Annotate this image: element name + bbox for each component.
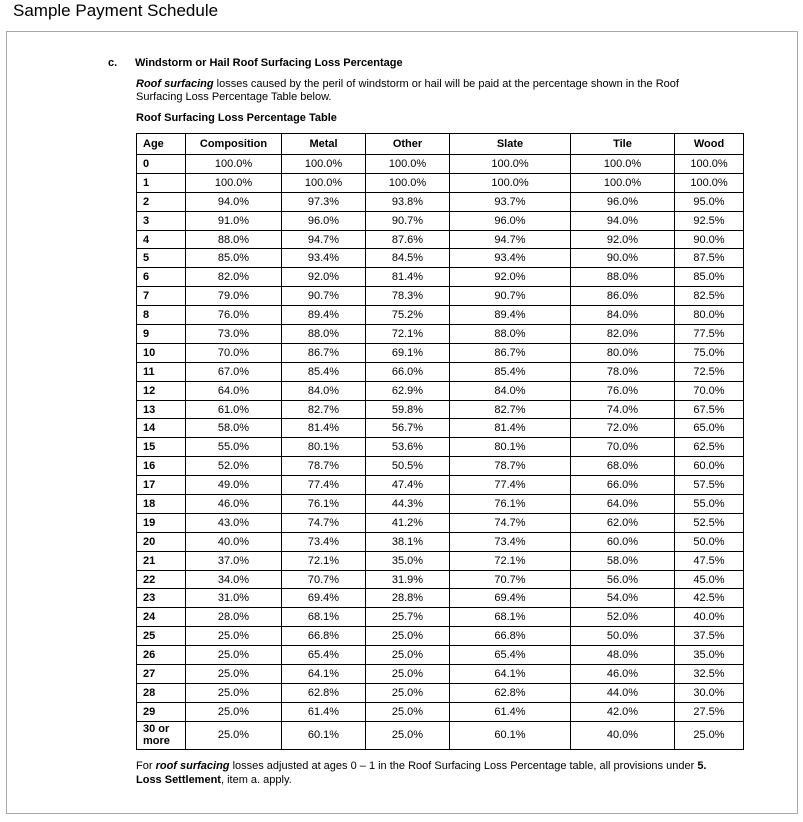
percentage-cell: 52.0% xyxy=(186,457,282,476)
table-title: Roof Surfacing Loss Percentage Table xyxy=(136,112,337,124)
percentage-cell: 37.0% xyxy=(186,551,282,570)
percentage-cell: 69.4% xyxy=(450,589,571,608)
percentage-cell: 96.0% xyxy=(450,211,571,230)
percentage-cell: 94.0% xyxy=(186,192,282,211)
percentage-cell: 50.0% xyxy=(571,627,675,646)
percentage-cell: 57.5% xyxy=(675,476,744,495)
percentage-cell: 88.0% xyxy=(186,230,282,249)
age-cell: 12 xyxy=(137,381,186,400)
percentage-cell: 84.0% xyxy=(282,381,366,400)
column-header-wood: Wood xyxy=(675,134,744,155)
age-cell: 20 xyxy=(137,532,186,551)
loss-percentage-table xyxy=(136,133,744,750)
age-cell: 30 or more xyxy=(137,721,186,749)
age-cell: 14 xyxy=(137,419,186,438)
percentage-cell: 77.4% xyxy=(282,476,366,495)
age-cell: 17 xyxy=(137,476,186,495)
percentage-cell: 79.0% xyxy=(186,287,282,306)
intro-text: losses caused by the peril of windstorm or hail will be paid at the percentage shown in the Roof Surfacing Loss Percentage Table below. xyxy=(136,78,679,103)
table-row xyxy=(137,230,744,249)
table-row xyxy=(137,400,744,419)
percentage-cell: 52.0% xyxy=(571,608,675,627)
percentage-cell: 64.0% xyxy=(571,495,675,514)
percentage-cell: 85.0% xyxy=(186,249,282,268)
percentage-cell: 76.0% xyxy=(186,306,282,325)
percentage-cell: 28.8% xyxy=(366,589,450,608)
percentage-cell: 86.7% xyxy=(450,343,571,362)
percentage-cell: 96.0% xyxy=(571,192,675,211)
percentage-cell: 43.0% xyxy=(186,513,282,532)
percentage-cell: 93.4% xyxy=(282,249,366,268)
percentage-cell: 93.4% xyxy=(450,249,571,268)
percentage-cell: 72.0% xyxy=(571,419,675,438)
percentage-cell: 25.0% xyxy=(366,702,450,721)
percentage-cell: 54.0% xyxy=(571,589,675,608)
page-title: Sample Payment Schedule xyxy=(13,1,219,20)
percentage-cell: 85.4% xyxy=(282,362,366,381)
percentage-cell: 73.4% xyxy=(450,532,571,551)
percentage-cell: 85.4% xyxy=(450,362,571,381)
percentage-cell: 81.4% xyxy=(366,268,450,287)
table-row xyxy=(137,627,744,646)
age-cell: 28 xyxy=(137,683,186,702)
percentage-cell: 74.7% xyxy=(282,513,366,532)
percentage-cell: 42.0% xyxy=(571,702,675,721)
percentage-cell: 62.9% xyxy=(366,381,450,400)
percentage-cell: 56.7% xyxy=(366,419,450,438)
percentage-cell: 86.0% xyxy=(571,287,675,306)
footnote-suffix: , item a. apply. xyxy=(220,774,292,786)
percentage-cell: 62.5% xyxy=(675,438,744,457)
percentage-cell: 72.1% xyxy=(366,325,450,344)
percentage-cell: 46.0% xyxy=(571,665,675,684)
table-row xyxy=(137,381,744,400)
table-row xyxy=(137,476,744,495)
percentage-cell: 100.0% xyxy=(675,173,744,192)
percentage-cell: 25.0% xyxy=(186,721,282,749)
percentage-cell: 85.0% xyxy=(675,268,744,287)
percentage-cell: 60.1% xyxy=(450,721,571,749)
percentage-cell: 73.4% xyxy=(282,532,366,551)
percentage-cell: 55.0% xyxy=(186,438,282,457)
percentage-cell: 100.0% xyxy=(571,155,675,174)
percentage-cell: 90.0% xyxy=(675,230,744,249)
percentage-cell: 82.5% xyxy=(675,287,744,306)
percentage-cell: 25.0% xyxy=(186,627,282,646)
percentage-cell: 68.1% xyxy=(450,608,571,627)
section-heading xyxy=(108,57,403,69)
age-cell: 9 xyxy=(137,325,186,344)
percentage-cell: 89.4% xyxy=(282,306,366,325)
percentage-cell: 47.4% xyxy=(366,476,450,495)
age-cell: 1 xyxy=(137,173,186,192)
table-row xyxy=(137,249,744,268)
percentage-cell: 89.4% xyxy=(450,306,571,325)
percentage-cell: 86.7% xyxy=(282,343,366,362)
percentage-cell: 48.0% xyxy=(571,646,675,665)
percentage-cell: 59.8% xyxy=(366,400,450,419)
percentage-cell: 60.0% xyxy=(571,532,675,551)
age-cell: 7 xyxy=(137,287,186,306)
table-row xyxy=(137,268,744,287)
table-row xyxy=(137,155,744,174)
table-row xyxy=(137,362,744,381)
percentage-cell: 70.0% xyxy=(571,438,675,457)
percentage-cell: 72.1% xyxy=(450,551,571,570)
column-header-tile: Tile xyxy=(571,134,675,155)
percentage-cell: 82.0% xyxy=(186,268,282,287)
percentage-cell: 72.5% xyxy=(675,362,744,381)
percentage-cell: 95.0% xyxy=(675,192,744,211)
percentage-cell: 67.0% xyxy=(186,362,282,381)
percentage-cell: 100.0% xyxy=(366,155,450,174)
percentage-cell: 62.0% xyxy=(571,513,675,532)
percentage-cell: 61.0% xyxy=(186,400,282,419)
percentage-cell: 31.9% xyxy=(366,570,450,589)
percentage-cell: 100.0% xyxy=(186,173,282,192)
percentage-cell: 47.5% xyxy=(675,551,744,570)
percentage-cell: 25.0% xyxy=(366,665,450,684)
table-row xyxy=(137,419,744,438)
percentage-cell: 88.0% xyxy=(282,325,366,344)
percentage-cell: 25.7% xyxy=(366,608,450,627)
percentage-cell: 100.0% xyxy=(186,155,282,174)
percentage-cell: 25.0% xyxy=(186,683,282,702)
percentage-cell: 58.0% xyxy=(186,419,282,438)
column-header-age: Age xyxy=(137,134,186,155)
percentage-cell: 40.0% xyxy=(675,608,744,627)
percentage-cell: 87.5% xyxy=(675,249,744,268)
section-letter: c. xyxy=(108,57,118,69)
percentage-cell: 41.2% xyxy=(366,513,450,532)
percentage-cell: 65.4% xyxy=(450,646,571,665)
table-row xyxy=(137,495,744,514)
age-cell: 16 xyxy=(137,457,186,476)
percentage-cell: 96.0% xyxy=(282,211,366,230)
percentage-cell: 69.4% xyxy=(282,589,366,608)
percentage-cell: 100.0% xyxy=(366,173,450,192)
percentage-cell: 30.0% xyxy=(675,683,744,702)
percentage-cell: 80.0% xyxy=(571,343,675,362)
percentage-cell: 27.5% xyxy=(675,702,744,721)
age-cell: 5 xyxy=(137,249,186,268)
percentage-cell: 90.7% xyxy=(450,287,571,306)
table-row xyxy=(137,513,744,532)
percentage-cell: 64.0% xyxy=(186,381,282,400)
intro-italic-term: Roof surfacing xyxy=(136,78,214,90)
age-cell: 0 xyxy=(137,155,186,174)
percentage-cell: 44.0% xyxy=(571,683,675,702)
age-cell: 6 xyxy=(137,268,186,287)
percentage-cell: 55.0% xyxy=(675,495,744,514)
percentage-cell: 62.8% xyxy=(450,683,571,702)
column-header-composition: Composition xyxy=(186,134,282,155)
percentage-cell: 87.6% xyxy=(366,230,450,249)
percentage-cell: 100.0% xyxy=(282,173,366,192)
percentage-cell: 66.8% xyxy=(450,627,571,646)
age-cell: 24 xyxy=(137,608,186,627)
percentage-cell: 25.0% xyxy=(675,721,744,749)
percentage-cell: 50.5% xyxy=(366,457,450,476)
percentage-cell: 50.0% xyxy=(675,532,744,551)
age-cell: 3 xyxy=(137,211,186,230)
table-row xyxy=(137,589,744,608)
percentage-cell: 82.0% xyxy=(571,325,675,344)
percentage-cell: 25.0% xyxy=(366,646,450,665)
percentage-cell: 77.4% xyxy=(450,476,571,495)
age-cell: 22 xyxy=(137,570,186,589)
percentage-cell: 25.0% xyxy=(186,646,282,665)
percentage-cell: 70.0% xyxy=(186,343,282,362)
percentage-cell: 91.0% xyxy=(186,211,282,230)
percentage-cell: 93.7% xyxy=(450,192,571,211)
table-row xyxy=(137,665,744,684)
percentage-cell: 38.1% xyxy=(366,532,450,551)
table-row xyxy=(137,551,744,570)
intro-paragraph xyxy=(136,78,726,104)
table-row xyxy=(137,721,744,749)
percentage-cell: 80.1% xyxy=(282,438,366,457)
age-cell: 15 xyxy=(137,438,186,457)
percentage-cell: 70.7% xyxy=(282,570,366,589)
percentage-cell: 80.0% xyxy=(675,306,744,325)
percentage-cell: 76.1% xyxy=(282,495,366,514)
percentage-cell: 100.0% xyxy=(282,155,366,174)
percentage-cell: 74.0% xyxy=(571,400,675,419)
percentage-cell: 68.0% xyxy=(571,457,675,476)
percentage-cell: 68.1% xyxy=(282,608,366,627)
percentage-cell: 67.5% xyxy=(675,400,744,419)
percentage-cell: 65.0% xyxy=(675,419,744,438)
age-cell: 19 xyxy=(137,513,186,532)
age-cell: 8 xyxy=(137,306,186,325)
table-row xyxy=(137,438,744,457)
percentage-cell: 49.0% xyxy=(186,476,282,495)
table-row xyxy=(137,457,744,476)
footnote xyxy=(136,759,726,787)
percentage-cell: 40.0% xyxy=(186,532,282,551)
age-cell: 2 xyxy=(137,192,186,211)
percentage-cell: 81.4% xyxy=(282,419,366,438)
percentage-cell: 76.1% xyxy=(450,495,571,514)
percentage-cell: 100.0% xyxy=(450,155,571,174)
table-row xyxy=(137,173,744,192)
percentage-cell: 90.7% xyxy=(366,211,450,230)
age-cell: 26 xyxy=(137,646,186,665)
table-row xyxy=(137,532,744,551)
percentage-cell: 56.0% xyxy=(571,570,675,589)
percentage-cell: 61.4% xyxy=(282,702,366,721)
percentage-cell: 94.7% xyxy=(450,230,571,249)
age-cell: 29 xyxy=(137,702,186,721)
percentage-cell: 25.0% xyxy=(366,683,450,702)
percentage-cell: 78.7% xyxy=(282,457,366,476)
percentage-cell: 100.0% xyxy=(675,155,744,174)
percentage-cell: 70.0% xyxy=(675,381,744,400)
column-header-slate: Slate xyxy=(450,134,571,155)
percentage-cell: 65.4% xyxy=(282,646,366,665)
percentage-cell: 92.0% xyxy=(282,268,366,287)
percentage-cell: 25.0% xyxy=(186,665,282,684)
percentage-cell: 44.3% xyxy=(366,495,450,514)
percentage-cell: 90.0% xyxy=(571,249,675,268)
table-row xyxy=(137,702,744,721)
percentage-cell: 80.1% xyxy=(450,438,571,457)
age-cell: 13 xyxy=(137,400,186,419)
percentage-cell: 34.0% xyxy=(186,570,282,589)
percentage-cell: 92.5% xyxy=(675,211,744,230)
percentage-cell: 78.3% xyxy=(366,287,450,306)
percentage-cell: 64.1% xyxy=(282,665,366,684)
percentage-cell: 88.0% xyxy=(571,268,675,287)
percentage-cell: 25.0% xyxy=(186,702,282,721)
percentage-cell: 64.1% xyxy=(450,665,571,684)
percentage-cell: 66.8% xyxy=(282,627,366,646)
table-row xyxy=(137,608,744,627)
table-row xyxy=(137,211,744,230)
age-cell: 23 xyxy=(137,589,186,608)
percentage-cell: 77.5% xyxy=(675,325,744,344)
percentage-cell: 60.1% xyxy=(282,721,366,749)
percentage-cell: 37.5% xyxy=(675,627,744,646)
percentage-cell: 58.0% xyxy=(571,551,675,570)
table-row xyxy=(137,287,744,306)
percentage-cell: 70.7% xyxy=(450,570,571,589)
percentage-cell: 92.0% xyxy=(571,230,675,249)
percentage-cell: 62.8% xyxy=(282,683,366,702)
percentage-cell: 90.7% xyxy=(282,287,366,306)
section-heading-text: Windstorm or Hail Roof Surfacing Loss Percentage xyxy=(135,57,403,69)
percentage-cell: 32.5% xyxy=(675,665,744,684)
percentage-cell: 78.0% xyxy=(571,362,675,381)
table-row xyxy=(137,570,744,589)
table-row xyxy=(137,683,744,702)
footnote-italic-term: roof surfacing xyxy=(155,760,230,772)
percentage-cell: 25.0% xyxy=(366,721,450,749)
footnote-prefix: For xyxy=(136,760,156,772)
percentage-cell: 84.5% xyxy=(366,249,450,268)
percentage-cell: 60.0% xyxy=(675,457,744,476)
percentage-cell: 93.8% xyxy=(366,192,450,211)
percentage-cell: 42.5% xyxy=(675,589,744,608)
percentage-cell: 66.0% xyxy=(571,476,675,495)
percentage-cell: 72.1% xyxy=(282,551,366,570)
table-row xyxy=(137,306,744,325)
age-cell: 21 xyxy=(137,551,186,570)
percentage-cell: 28.0% xyxy=(186,608,282,627)
percentage-cell: 88.0% xyxy=(450,325,571,344)
percentage-cell: 78.7% xyxy=(450,457,571,476)
table-header-row xyxy=(137,134,744,155)
percentage-cell: 84.0% xyxy=(571,306,675,325)
table-row xyxy=(137,325,744,344)
percentage-cell: 52.5% xyxy=(675,513,744,532)
percentage-cell: 82.7% xyxy=(282,400,366,419)
percentage-cell: 94.0% xyxy=(571,211,675,230)
percentage-cell: 35.0% xyxy=(675,646,744,665)
percentage-cell: 73.0% xyxy=(186,325,282,344)
age-cell: 11 xyxy=(137,362,186,381)
percentage-cell: 25.0% xyxy=(366,627,450,646)
percentage-cell: 61.4% xyxy=(450,702,571,721)
percentage-cell: 76.0% xyxy=(571,381,675,400)
age-cell: 10 xyxy=(137,343,186,362)
age-cell: 4 xyxy=(137,230,186,249)
footnote-middle: losses adjusted at ages 0 – 1 in the Roof Surfacing Loss Percentage table, all provisions under xyxy=(229,760,698,772)
percentage-cell: 53.6% xyxy=(366,438,450,457)
table-row xyxy=(137,646,744,665)
percentage-cell: 46.0% xyxy=(186,495,282,514)
percentage-cell: 45.0% xyxy=(675,570,744,589)
table-row xyxy=(137,192,744,211)
table-row xyxy=(137,343,744,362)
percentage-cell: 74.7% xyxy=(450,513,571,532)
age-cell: 18 xyxy=(137,495,186,514)
percentage-cell: 94.7% xyxy=(282,230,366,249)
percentage-cell: 75.0% xyxy=(675,343,744,362)
percentage-cell: 75.2% xyxy=(366,306,450,325)
age-cell: 25 xyxy=(137,627,186,646)
percentage-cell: 97.3% xyxy=(282,192,366,211)
percentage-cell: 81.4% xyxy=(450,419,571,438)
footnote-bold-ref: 5. Loss Settlement xyxy=(136,760,707,786)
percentage-cell: 92.0% xyxy=(450,268,571,287)
percentage-cell: 84.0% xyxy=(450,381,571,400)
column-header-other: Other xyxy=(366,134,450,155)
percentage-cell: 69.1% xyxy=(366,343,450,362)
percentage-cell: 82.7% xyxy=(450,400,571,419)
percentage-cell: 66.0% xyxy=(366,362,450,381)
percentage-cell: 31.0% xyxy=(186,589,282,608)
age-cell: 27 xyxy=(137,665,186,684)
column-header-metal: Metal xyxy=(282,134,366,155)
percentage-cell: 35.0% xyxy=(366,551,450,570)
percentage-cell: 100.0% xyxy=(571,173,675,192)
percentage-cell: 100.0% xyxy=(450,173,571,192)
percentage-cell: 40.0% xyxy=(571,721,675,749)
